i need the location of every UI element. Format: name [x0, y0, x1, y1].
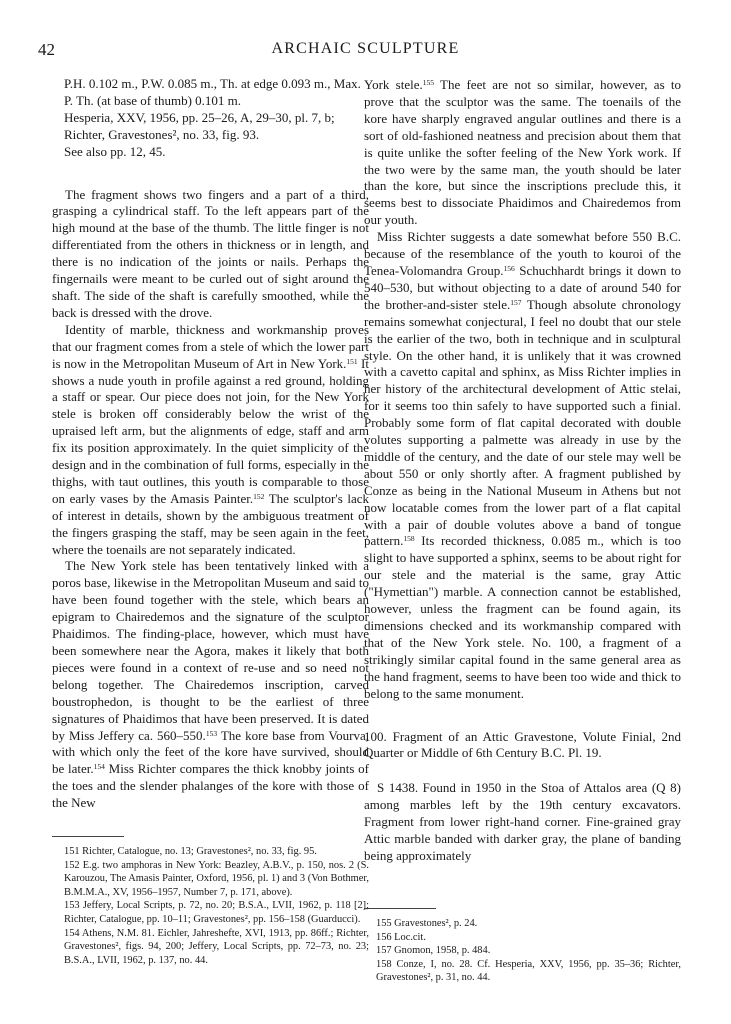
footnote: 154 Athens, N.M. 81. Eichler, Jahreshefte, XVI, 1913, pp. 86ff.; Richter, Gravestones², figs. 94, 200; Jeffery, Local Scripts, pp. 72–73, no. 23; B.S.A., LVII, 1962, p. 137, no. 44.: [64, 927, 369, 966]
page-number: 42: [38, 40, 55, 59]
paragraph: Identity of marble, thickness and workmanship proves that our fragment comes from a stele of which the lower part is now in the Metropolitan Museum of Art in New York.$^{151}$ It shows a nude youth in profile against a red ground, holding a staff or spear. Our piece does not join, for the New York stele is broken off considerably below the wrist of the upraised left arm, but the alignments of edge, staff and arm fix its position approximately. In the quiet simplicity of the design and in the combination of full forms, especially in the thighs, with taut outlines, this youth is comparable to those on early vases by the Amasis Painter.$^{152}$ The sculptor's lack of interest in details, shown by the ambiguous treatment of the fingers grasping the staff, may be seen again in the feet, where the toenails are not separately indicated.: [52, 321, 369, 557]
footnote-ref[interactable]: 151: [346, 356, 358, 366]
footnote-ref[interactable]: 157: [510, 297, 522, 307]
footnote-ref[interactable]: 156: [503, 263, 515, 273]
footnote-divider: [364, 908, 436, 909]
paragraph: York stele.$^{155}$ The feet are not so similar, however, as to prove that the sculptor was the same. The toenails of the kore have sharply engraved angular outlines and there is a sort of old-fashioned neatness and precision about them that is quite unlike the softer feeling of the New York work. If the two were by the same man, the youth should be later than the kore, but since the inscriptions preclude this, it seems best to dissociate Phaidimos and Chairedemos from our youth.: [364, 77, 681, 228]
catalogue-meta: [52, 76, 369, 161]
footnote: 156 Loc.cit.: [376, 931, 426, 943]
footnote-ref[interactable]: 155: [422, 78, 434, 87]
meta-bibliography: Hesperia, XXV, 1956, pp. 25–26, A, 29–30, pl. 7, b; Richter, Gravestones², no. 33, fig. 93.: [64, 109, 335, 142]
footnote: 151 Richter, Catalogue, no. 13; Gravestones², no. 33, fig. 95.: [64, 846, 317, 858]
paragraph: S 1438. Found in 1950 in the Stoa of Attalos area (Q 8) among marbles left by the 19th century excavators. Fragment from lower right-hand corner. Fine-grained gray Attic marble banded with darker gray, the plane of banding being approximately: [364, 780, 681, 863]
meta-dimensions: P.H. 0.102 m., P.W. 0.085 m., Th. at edge 0.093 m., Max. P. Th. (at base of thumb) 0.101 m.: [64, 76, 361, 108]
footnote-ref[interactable]: 154: [93, 762, 105, 772]
right-column: [364, 77, 681, 865]
entry-title: 100. Fragment of an Attic Gravestone, Volute Finial, 2nd Quarter or Middle of 6th Century B.C. Pl. 19.: [364, 728, 681, 761]
footnote: 152 E.g. two amphoras in New York: Beazley, A.B.V., p. 150, nos. 2 (S. Karouzou, The Amasis Painter, Oxford, 1956, pl. 1) and 3 (Von Bothmer, B.M.M.A., XV, 1956–1957, Number 7, p. 171, above).: [64, 859, 369, 898]
paragraph: Miss Richter suggests a date somewhat before 550 B.C. because of the resemblance of the youth to kouroi of the Tenea-Volomandra Group.$^{156}$ Schuchhardt brings it down to 540–530, but without objecting to a date of around 540 for the brother-and-sister stele.$^{157}$ Though absolute chronology remains somewhat conjectural, I feel no doubt that our stele is the earlier of the two, both in technique and in sculptural style. On the other hand, it is unlikely that it was crowned with a cavetto capital and sphinx, as Miss Richter implies in her history of the architectural development of Attic stelai, for it seems too thin safely to have supported such a finial. Probably some form of flat capital decorated with double volutes supporting a palmette was already in use by the middle of the century, and the date of our stele may well be about 550 or only shortly after. A fragment published by Conze as being in the National Museum in Athens but not now locatable comes from the lower part of a flat capital with a pair of double volutes above a band of tongue pattern.$^{158}$ Its recorded thickness, 0.085 m., which is too slight to have supported a sphinx, seems to be about right for our stele and the material is the same, gray Attic ("Hymettian") marble. A connection cannot be established, however, unless the fragment can be found again, its dimensions checked and its workmanship compared with that of the New York stele. No. 100, a fragment of a strikingly similar capital found in the same general area as the hand fragment, seems to have been too wide and thick to belong to the same monument.: [364, 229, 682, 701]
running-title: ARCHAIC SCULPTURE: [271, 40, 460, 57]
footnote: 153 Jeffery, Local Scripts, p. 72, no. 20; B.S.A., LVII, 1962, p. 118 [2]; Richter, Catalogue, pp. 10–11; Gravestones², pp. 156–158 (Guarducci).: [64, 900, 369, 926]
meta-see-also: See also pp. 12, 45.: [64, 143, 166, 159]
footnote-ref[interactable]: 153: [205, 728, 218, 738]
footnote: 158 Conze, I, no. 28. Cf. Hesperia, XXV, 1956, pp. 35–36; Richter, Gravestones², p. 31, no. 44.: [376, 958, 681, 984]
paragraph: The New York stele has been tentatively linked with a poros base, likewise in the Metropolitan Museum and said to have been found together with the stele, which bears an epigram to Chairedemos and the signature of the sculptor Phaidimos. The finding-place, however, which must have been somewhere near the Agora, makes it likely that both pieces were found in a context of re-use and so need not belong together. The Chairedemos inscription, carved boustrophedon, is thought to be the earliest of three signatures of Phaidimos that have been preserved. It is dated by Miss Jeffery ca. 560–550.$^{153}$ The kore base from Vourva, with which only the feet of the kore have survived, should be later.$^{154}$ Miss Richter compares the thick knobby joints of the toes and the slender phalanges of the kore with those of the New: [52, 558, 370, 811]
right-footnotes: [364, 908, 681, 985]
footnote-ref[interactable]: 158: [403, 534, 415, 544]
page-header: [38, 40, 693, 62]
catalogue-entry-heading: [364, 729, 681, 763]
footnote-ref[interactable]: 152: [253, 491, 265, 501]
footnote: 157 Gnomon, 1958, p. 484.: [376, 945, 491, 957]
left-column: [52, 76, 369, 967]
footnote-divider: [52, 836, 124, 837]
footnote: 155 Gravestones², p. 24.: [376, 918, 478, 929]
paragraph: The fragment shows two fingers and a part of a third, grasping a cylindrical staff. To the left appears part of the high mound at the base of the thumb. The little finger is not differentiated from the others in thickness or in length, and there is no indication of the joints or nails. Perhaps the fingernails were meant to be curled out of sight around the shaft. The side of the shaft is carefully smoothed, while the back is dressed with the drove.: [52, 186, 369, 320]
